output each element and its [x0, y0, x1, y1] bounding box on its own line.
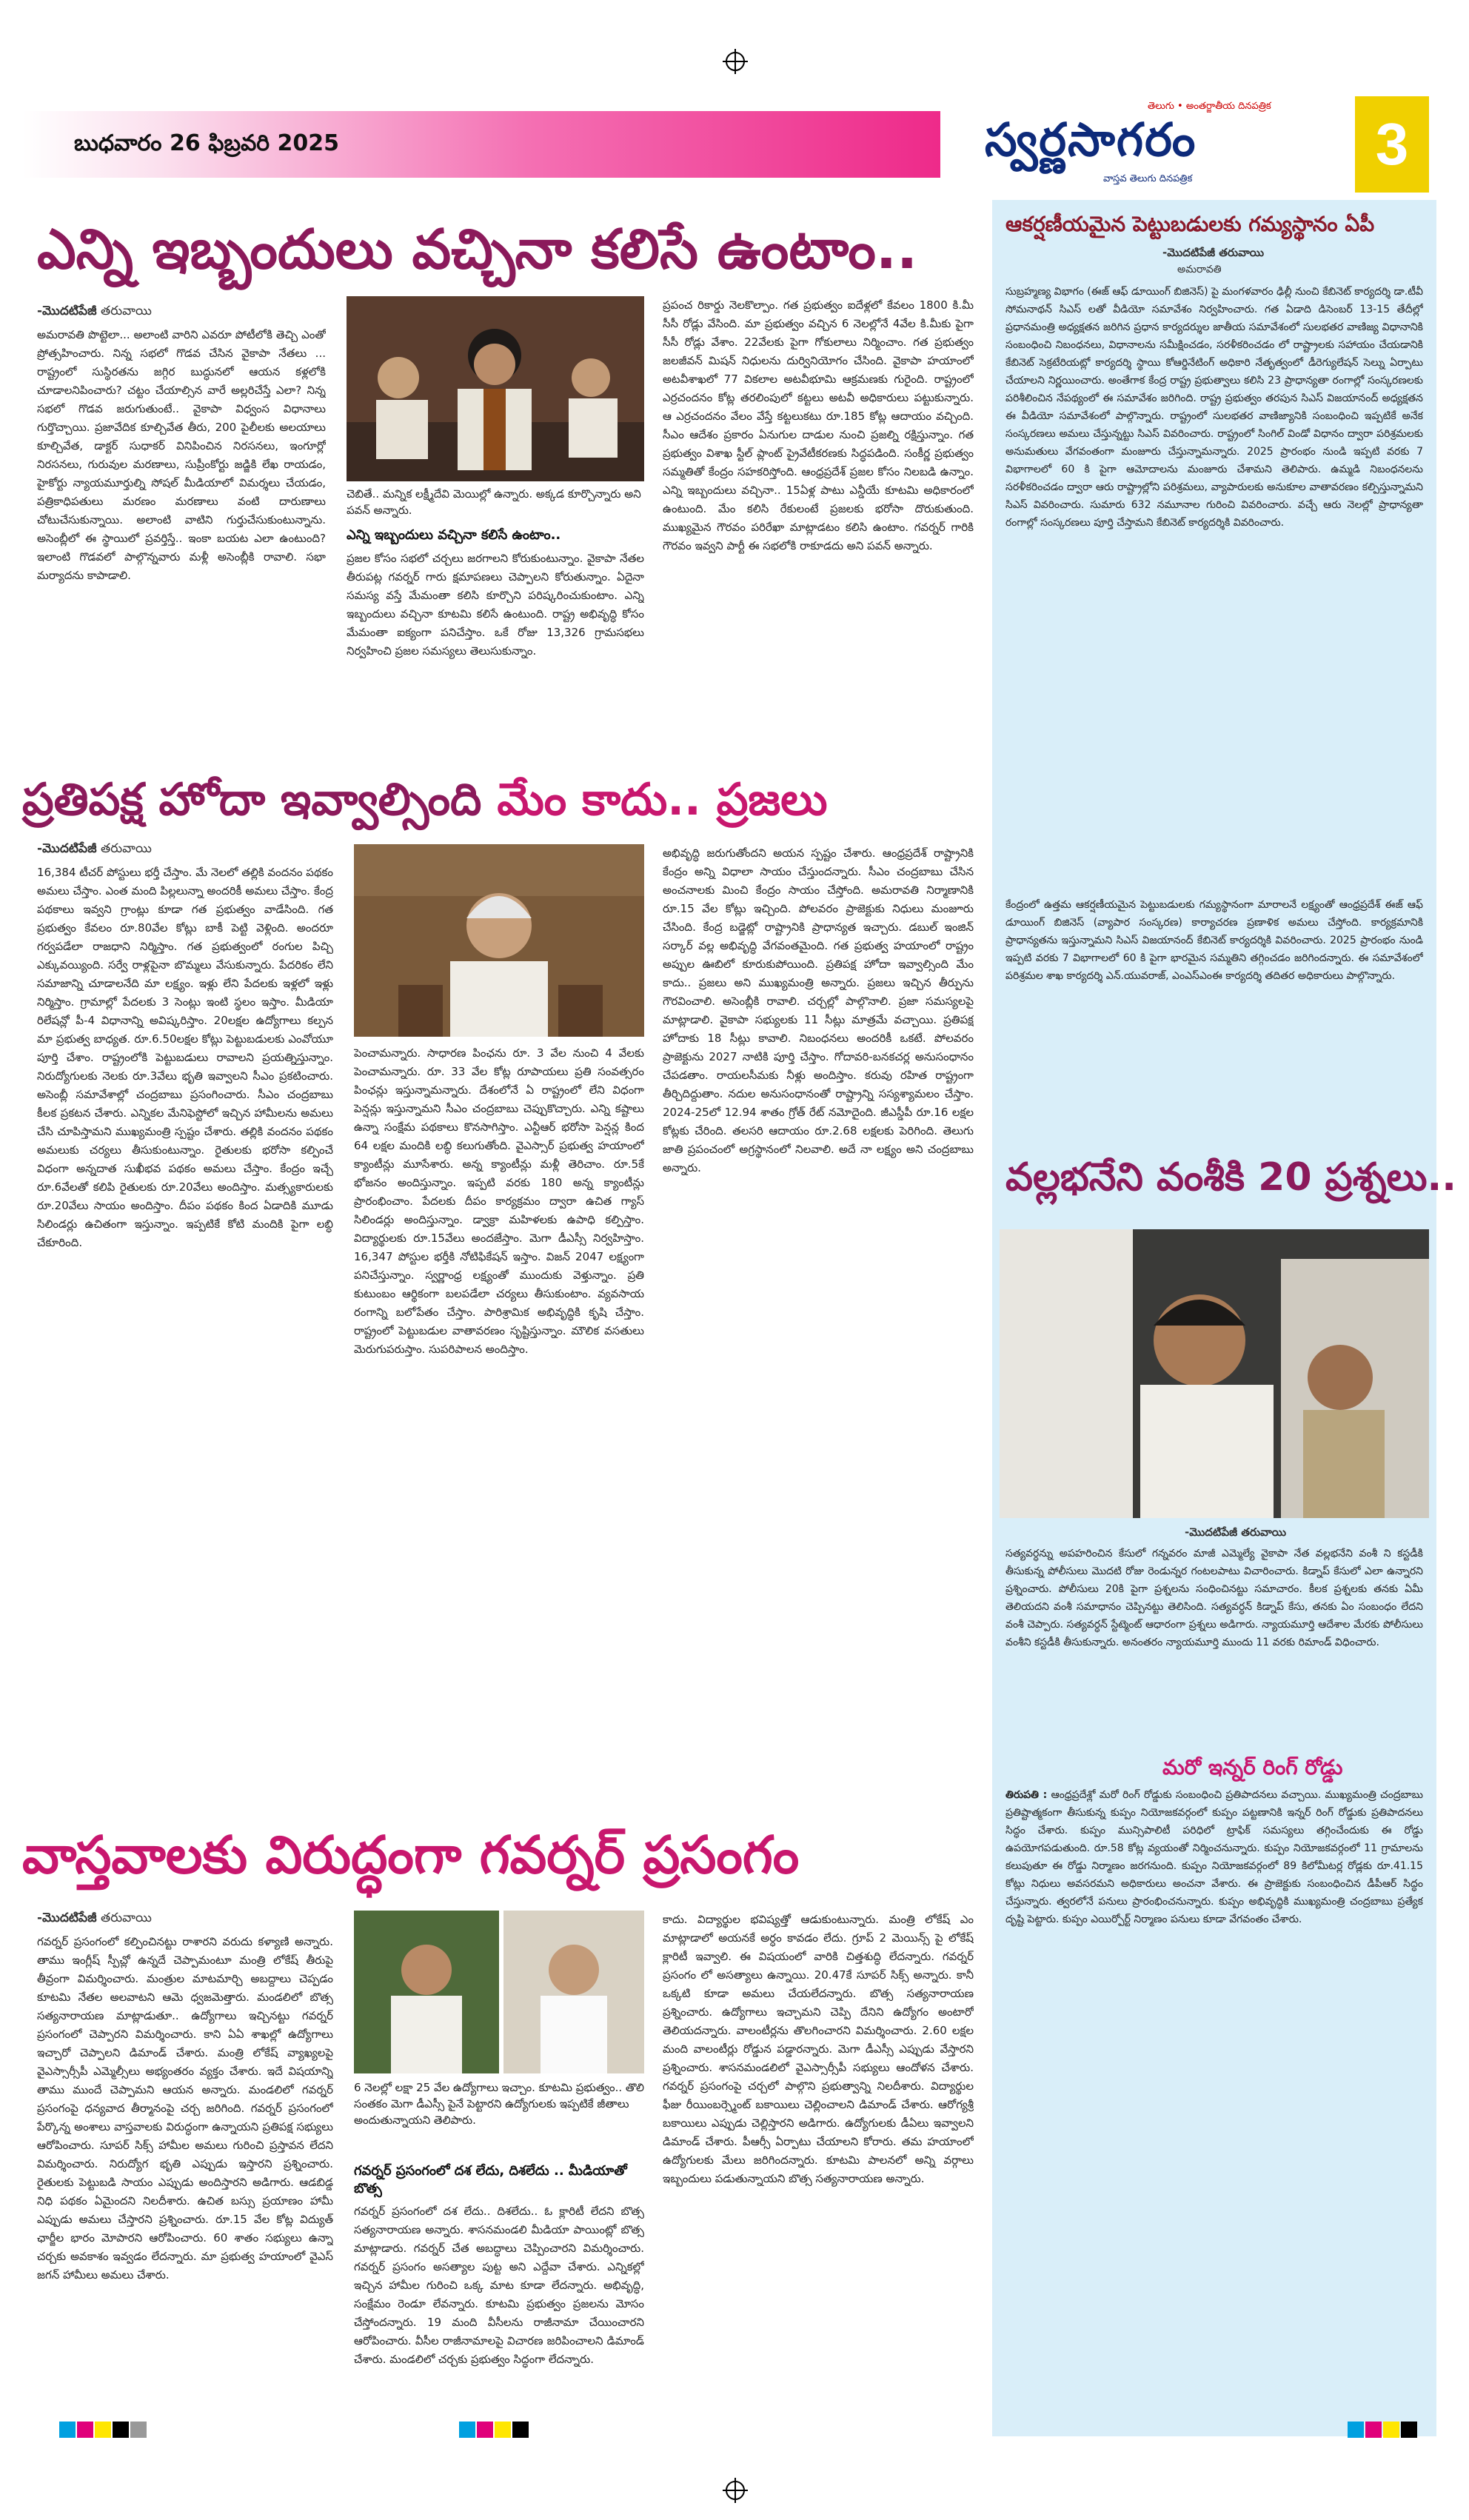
- article2-headline-part1: ప్రతిపక్ష హోదా ఇవ్వాల్సింది: [22, 774, 498, 826]
- swatch-black: [113, 2422, 129, 2438]
- swatch-magenta: [77, 2422, 93, 2438]
- page-header: [22, 96, 1348, 193]
- sidebar-ring-road-place: తిరుపతి :: [1005, 1789, 1048, 1801]
- swatch-cyan: [59, 2422, 76, 2438]
- swatch-gray: [130, 2422, 147, 2438]
- sidebar-place-investment: అమరావతి: [1177, 264, 1222, 275]
- sidebar-byline-investment: -మొదటిపేజీ తరువాయి: [1162, 246, 1265, 259]
- article2-col3: అభివృద్ధి జరుగుతోందని అయన స్పష్టం చేశారు. ఆంధ్రప్రదేశ్ రాష్ట్రానికి కేంద్రం అన్ని విధాలా సాయం చేస్తుందన్నారు. సీఎం చంద్రబాబు చేసిన అంచనాలకు మించి కేంద్రం సాయం చేస్తోంది. అమరావతి నిర్మాణానికి రూ.15 వేల కోట్లు ఇచ్చింది. పోలవరం ప్రాజెక్టుకు నిధులు మంజూరు చేసింది. కేంద్ర బడ్జెట్లో రాష్ట్రానికి ప్రాధాన్యత ఇచ్చారు. డబుల్ ఇంజిన్ సర్కార్ వల్ల అభివృద్ధి వేగవంతమైంది. గత ప్రభుత్వ హయాంలో రాష్ట్రం అప్పుల ఊబిలో కూరుకుపోయింది. ప్రతిపక్ష హోదా ఇవ్వాల్సింది మేం కాదు.. ప్రజలు అని ముఖ్యమంత్రి అన్నారు. ప్రజలు ఇచ్చిన తీర్పును గౌరవించాలి. అసెంబ్లీకి రావాలి. చర్చల్లో పాల్గొనాలి. ప్రజా సమస్యలపై మాట్లాడాలి. వైకాపా సభ్యులకు 11 సీట్లు మాత్రమే వచ్చాయి. ప్రతిపక్ష హోదాకు 18 సీట్లు కావాలి. నిబంధనలు అందరికీ ఒకటే. పోలవరం ప్రాజెక్టును 2027 నాటికి పూర్తి చేస్తాం. గోదావరి-బనకచర్ల అనుసంధానం చేపడతాం. రాయలసీమకు నీళ్లు అందిస్తాం. కరువు రహిత రాష్ట్రంగా తీర్చిదిద్దుతాం. నదుల అనుసంధానంతో రాష్ట్రాన్ని సస్యశ్యామలం చేస్తాం. 2024-25లో 12.94 శాతం గ్రోత్ రేట్ నమోదైంది. జీఎస్డీపీ రూ.16 లక్షల కోట్లకు చేరింది. తలసరి ఆదాయం రూ.2.68 లక్షలకు పెరిగింది. తెలుగు జాతి ప్రపంచంలో అగ్రస్థానంలో నిలవాలి. అదే నా లక్ష్యం అని చంద్రబాబు అన్నారు.: [663, 846, 974, 1174]
- swatch-yellow: [95, 2422, 111, 2438]
- sidebar-vamsi-text: సత్యవర్ధన్ను అపహరించిన కేసులో గన్నవరం మాజీ ఎమ్మెల్యే వైకాపా నేత వల్లభనేని వంశీ ని కస్టడీకి తీసుకున్న పోలీసులు మొదటి రోజు రెండున్నర గంటలపాటు విచారించారు. కిడ్నాప్ కేసులో ఎలా ఉన్నారని ప్రశ్నించారు. పోలీసులు 20కి పైగా ప్రశ్నలను సంధించినట్టు సమాచారం. కీలక ప్రశ్నలకు తనకు ఏమీ తెలియదని వంశీ సమాధానం చెప్పినట్టు తెలిసింది. సత్యవర్ధన్ కిడ్నాప్ కేసు, తనకు ఏం సంబంధం లేదని వంశీ చెప్పారు. సత్యవర్ధన్ స్టేట్మెంట్ ఆధారంగా ప్రశ్నలు అడిగారు. న్యాయమూర్తి ఆదేశాల మేరకు పోలీసులు వంశీని కస్టడీకి తీసుకున్నారు. అనంతరం న్యాయమూర్తి ముందు 11 వరకు రిమాండ్ విధించారు.: [1005, 1548, 1423, 1648]
- article3-col3: కాదు. విద్యార్థుల భవిష్యత్తో ఆడుకుంటున్నారు. మంత్రి లోకేష్ ఎం మాట్లాడాలో అయనకే అర్ధం కావడం లేదు. గ్రూప్ 2 మెయిన్స్ పై లోకేష్ క్లారిటీ ఇవ్వాలి. ఈ విషయంలో వారికి చిత్తశుద్ధి లేదన్నారు. గవర్నర్ ప్రసంగం లో అసత్యాలు ఉన్నాయి. 20.47కే సూపర్ సిక్స్ అన్నారు. కానీ ఒక్కటి కూడా అమలు చేయలేదన్నారు. బొత్స సత్యనారాయణ ప్రశ్నించారు. ఉద్యోగాలు ఇచ్చామని చెప్పి దేనిని ఉద్యోగం అంటారో తెలియదన్నారు. వాలంటీర్లను తొలగించారని విమర్శించారు. 2.60 లక్షల మంది వాలంటీర్లు రోడ్డున పడ్డారన్నారు. మెగా డీఎస్సీ ఎప్పుడు వేస్తారని ప్రశ్నించారు. శాసనమండలిలో వైఎస్సార్సీపీ సభ్యులు ఆందోళన చేశారు. గవర్నర్ ప్రసంగంపై చర్చలో పాల్గొని ప్రభుత్వాన్ని నిలదీశారు. విద్యార్థుల ఫీజు రీయింబర్స్మెంట్ బకాయిలు చెల్లించాలని డిమాండ్ చేశారు. ఆరోగ్యశ్రీ బకాయిలు ఎప్పుడు చెల్లిస్తారని అడిగారు. ఉద్యోగులకు డీఏలు ఇవ్వాలని డిమాండ్ చేశారు. పీఆర్సీ ఏర్పాటు చేయాలని కోరారు. తమ హయాంలో ఉద్యోగులకు మేలు జరిగిందన్నారు. కూటమి పాలనలో అన్ని వర్గాలు ఇబ్బందులు పడుతున్నాయని బొత్స సత్యనారాయణ అన్నారు.: [663, 1913, 974, 2185]
- sidebar-title-investment: ఆకర్షణీయమైన పెట్టుబడులకు గమ్యస్థానం ఏపీ: [1005, 212, 1375, 236]
- article2-photo: [354, 844, 644, 1037]
- article3-byline-place: తరువాయి: [96, 1911, 152, 1925]
- article1-byline-place: తరువాయి: [96, 304, 152, 318]
- article1-subhead: ఎన్ని ఇబ్బందులు వచ్చినా కలిసే ఉంటాం..: [347, 527, 561, 543]
- issue-date: బుధవారం 26 ఫిబ్రవరి 2025: [74, 130, 340, 156]
- sidebar-byline-vamsi: -మొదటిపేజీ తరువాయి: [1185, 1525, 1287, 1539]
- newspaper-logo: [963, 96, 1325, 193]
- logo-tagline: తెలుగు • అంతర్జాతీయ దినపత్రిక: [1148, 101, 1271, 112]
- article2-byline-place: తరువాయి: [96, 841, 152, 856]
- article1-byline-label: -మొదటిపేజీ: [37, 304, 97, 318]
- print-color-bar: [0, 2422, 1469, 2444]
- sidebar-title-vamsi: వల్లభనేని వంశీకి 20 ప్రశ్నలు..: [1005, 1155, 1457, 1200]
- article2-col2: పెంచామన్నారు. సాధారణ పింఛను రూ. 3 వేల నుంచి 4 వేలకు పెంచామన్నారు. రూ. 33 వేల కోట్ల రూపాయలు ప్రతి సంవత్సరం పింఛన్లు ఇస్తున్నామన్నారు. దేశంలోనే ఏ రాష్ట్రంలో లేని విధంగా పెన్షన్లు ఇస్తున్నామని సీఎం చంద్రబాబు చెప్పుకొచ్చారు. ఎన్ని కష్టాలు ఉన్నా సంక్షేమ పథకాలు కొనసాగిస్తాం. ఎన్టీఆర్ భరోసా పెన్షన్ల కింద 64 లక్షల మందికి లబ్ధి కలుగుతోంది. వైఎస్సార్ ప్రభుత్వ హయాంలో క్యాంటీన్లు మూసేశారు. అన్న క్యాంటీన్లు మళ్లీ తెరిచాం. రూ.5కే భోజనం అందిస్తున్నాం. ఇప్పటి వరకు 180 అన్న క్యాంటీన్లు ప్రారంభించాం. పేదలకు దీపం కార్యక్రమం ద్వారా ఉచిత గ్యాస్ సిలిండర్లు అందిస్తున్నాం. డ్వాక్రా మహిళలకు ఉపాధి కల్పిస్తాం. విద్యార్థులకు రూ.15వేలు అందజేస్తాం. మెగా డీఎస్సీ నిర్వహిస్తాం. 16,347 పోస్టుల భర్తీకి నోటిఫికేషన్ ఇస్తాం. విజన్ 2047 లక్ష్యంగా పనిచేస్తున్నాం. స్వర్ణాంధ్ర లక్ష్యంతో ముందుకు వెళ్తున్నాం. ప్రతి కుటుంబం ఆర్థికంగా బలపడేలా చర్యలు తీసుకుంటాం. వ్యవసాయ రంగాన్ని బలోపేతం చేస్తాం. పారిశ్రామిక అభివృద్ధికి కృషి చేస్తాం. రాష్ట్రంలో పెట్టుబడుల వాతావరణం సృష్టిస్తున్నాం. మౌలిక వసతులు మెరుగుపరుస్తాం. సుపరిపాలన అందిస్తాం.: [354, 1046, 644, 1356]
- article2-headline: [22, 774, 828, 826]
- sidebar-ring-road-body: ఆంధ్రప్రదేశ్లో మరో రింగ్ రోడ్డుకు సంబంధించి ప్రతిపాదనలు వచ్చాయి. ముఖ్యమంత్రి చంద్రబాబు ప్రతిష్టాత్మకంగా తీసుకున్న కుప్పం నియోజకవర్గంలో కుప్పం పట్టణానికి ఇన్నర్ రింగ్ రోడ్డుకు ప్రతిపాదనలు సిద్ధం చేశారు. కుప్పం మున్సిపాలిటీ పరిధిలో ట్రాఫిక్ సమస్యలు తగ్గించేందుకు ఈ రోడ్డు ఉపయోగపడుతుంది. రూ.58 కోట్ల వ్యయంతో నిర్మించనున్నారు. కుప్పం నియోజకవర్గంలో 11 గ్రామాలను కలుపుతూ ఈ రోడ్డు నిర్మాణం జరగనుంది. కుప్పం నియోజకవర్గంలో 89 కిలోమీటర్ల రోడ్లకు రూ.41.15 కోట్లు నిధులు అవసరమని అధికారులు అంచనా వేశారు. ఈ ప్రాజెక్టుకు సంబంధించిన డీపీఆర్ సిద్ధం చేస్తున్నారు. త్వరలోనే పనులు ప్రారంభించనున్నారు. కుప్పం అభివృద్ధికి ముఖ్యమంత్రి చంద్రబాబు ప్రత్యేక దృష్టి పెట్టారు. కుప్పం ఎయిర్పోర్ట్ నిర్మాణం పనులు కూడా వేగవంతం చేశారు.: [1005, 1789, 1423, 1925]
- sidebar-ring-road-text: [1005, 1786, 1423, 2423]
- article3-photo-right: [503, 1911, 644, 2073]
- vamsi-photo: [1000, 1229, 1429, 1518]
- swatch-magenta-3: [1365, 2422, 1382, 2438]
- registration-mark-top: [726, 52, 745, 71]
- sidebar-investment-text-2: కేంద్రంలో ఉత్తమ ఆకర్షణీయమైన పెట్టుబడులకు గమ్యస్థానంగా మారాలనే లక్ష్యంతో ఆంధ్రప్రదేశ్ ఈజ్ ఆఫ్ డూయింగ్ బిజినెస్ (వ్యాపార సంస్కరణ) కార్యాచరణ ప్రణాళిక అమలు చేస్తోంది. కార్యక్రమానికి ప్రాధాన్యతను ఇస్తున్నామని సిఎస్ విజయానంద్ కేబినెట్ కార్యదర్శికి వివరించారు. 2025 ప్రారంభం నుండి ఇప్పటి వరకు 7 విభాగాలలో 60 కి పైగా భారమైన సమ్మతిని తగ్గించడం జరిగిందన్నారు. ఈ సమావేశంలో పరిశ్రమల శాఖ కార్యదర్శి ఎన్.యువరాజ్, ఎంఎస్ఎంఈ కార్యదర్శి తదితర అధికారులు పాల్గొన్నారు.: [1005, 899, 1423, 982]
- article3-col1: గవర్నర్ ప్రసంగంలో కల్పించినట్టు రాశారని వరుదు కళ్యాణి అన్నారు. తాము ఇంగ్లీష్ స్పీచ్లో ఉన్నదే చెప్పామంటూ మంత్రి లోకేష్ తీరుపై తీవ్రంగా విమర్శించారు. మంత్రుల మాటమార్చి అబద్దాలు చెప్పడం కూటమి నేతల అలవాటని ఆమె ధ్వజమెత్తారు. మండలిలో బొత్స సత్యనారాయణ మాట్లాడుతూ.. ఉద్యోగాలు ఇచ్చినట్టు గవర్నర్ ప్రసంగంలో చెప్పారని విమర్శించారు. కాని ఏఏ శాఖల్లో ఉద్యోగాలు ఇచ్చారో చెప్పాలని డిమాండ్ చేశారు. మంత్రి లోకేష్ వ్యాఖ్యలపై వైఎస్సార్సీపీ ఎమ్మెల్సీలు అభ్యంతరం వ్యక్తం చేశారు. ఇదే విషయాన్ని తాము ముందే చెప్పామని ఆయన అన్నారు. మండలిలో గవర్నర్ ప్రసంగంపై ధన్యవాద తీర్మానంపై చర్చ జరిగింది. గవర్నర్ ప్రసంగంలో పేర్కొన్న అంశాలు వాస్తవాలకు విరుద్ధంగా ఉన్నాయని ప్రతిపక్ష సభ్యులు ఆరోపించారు. సూపర్ సిక్స్ హామీల అమలు గురించి ప్రస్తావన లేదని విమర్శించారు. నిరుద్యోగ భృతి ఎప్పుడు ఇస్తారని ప్రశ్నించారు. రైతులకు పెట్టుబడి సాయం ఎప్పుడు అందిస్తారని అడిగారు. ఆడబిడ్డ నిధి పథకం ఏమైందని నిలదీశారు. ఉచిత బస్సు ప్రయాణం హామీ ఎప్పుడు అమలు చేస్తారని ప్రశ్నించారు. రూ.15 వేల కోట్ల విద్యుత్ ఛార్జీల భారం మోపారని ఆరోపించారు. 60 శాతం సభ్యులు ఉన్నా చర్చకు అవకాశం ఇవ్వడం లేదన్నారు. మా ప్రభుత్వ హయాంలో వైఎస్ జగన్ హామీలు అమలు చేశారు.: [37, 1935, 333, 2282]
- swatch-black-3: [1401, 2422, 1417, 2438]
- article1-headline: ఎన్ని ఇబ్బందులు వచ్చినా కలిసే ఉంటాం..: [37, 218, 918, 281]
- swatch-cyan-2: [459, 2422, 475, 2438]
- article1-col1: అమరావతి పొట్టెలా... అలాంటి వారిని ఎవరూ పోటీలోకి తెచ్చి ఎంతో ప్రోత్సహించారు. నిన్న సభలో గొడవ చేసిన వైకాపా నేతలు ... రాష్ట్రంలో సుస్థిరతను జగ్గిర బుద్ధునలో ఆయన కళ్లలోకి చూడాలనిపించారు? చట్టం చేయాల్సిన వారే అల్లరిచేస్తే ఎలా? నిన్న సభలో గొడవ జరుగుతుంటే.. వైకాపా విధ్వంస విధానాలు గుర్తొచ్చాయి. ప్రజావేదిక కూల్చివేత తీరు, 200 పైలీలకు అలయాలు కూల్చివేత, డాక్టర్ సుధాకర్ వినిపించిన నిరసనలు, ఇంగూర్లో నిరసనలు, గురువుల మరణాలు, సుప్రీంకోర్టు జడ్జికి లేఖ రాయడం, హైకోర్టు న్యాయమూర్తుల్ని సోషల్ మీడియాలో విమర్శలు చేయడం, పత్రికాధిపతులు మరణం మరణాలు వంటి దారుణాలు చోటుచేసుకున్నాయి. అలాంటి వాటిని గుర్తుచేసుకుంటున్నాను. అసెంబ్లీలో ఈ స్థాయిలో ప్రవర్తిస్తే.. ఇంకా బయట ఎలా ఉంటుంది? ఇలాంటి గొడవలో పాల్గొన్నవారు మళ్లీ అసెంబ్లీకి రావాలి. సభా మర్యాదను కాపాడాలి.: [37, 328, 326, 582]
- article3-subhead: గవర్నర్ ప్రసంగంలో దశ లేదు, దిశలేదు .. మీడియాతో బొత్స: [354, 2163, 627, 2196]
- article2-col1: 16,384 టీచర్ పోస్టులు భర్తీ చేస్తాం. మే నెలలో తల్లికి వందనం పథకం అమలు చేస్తాం. ఎంత మంది పిల్లలున్నా అందరికీ అమలు చేస్తాం. కేంద్ర పథకాలు ఇవ్వని గ్రాంట్లు కూడా గత ప్రభుత్వం వాడేసింది. గత ప్రభుత్వం కేవలం రూ.80వేల కోట్లు బాకీ పెట్టి వెళ్లింది. అందరూ గర్వపడేలా రాజధాని నిర్మిస్తాం. గత ప్రభుత్వంలో రంగుల పిచ్చి ఎక్కువయ్యింది. సర్వే రాళ్లపైనా బొమ్మలు వేసుకున్నారు. పేదరికం లేని సమాజాన్ని చూడాలనేది మా లక్ష్యం. ఇళ్లు లేని పేదలకు ఇళ్లలో ఇళ్లు నిర్మిస్తాం. గ్రామాల్లో పేదలకు 3 సెంట్లు ఇంటి స్థలం ఇస్తాం. మీడియా రిలేషన్లో పీ-4 విధానాన్ని అవిష్కరిస్తాం. 20లక్షల ఉద్యోగాలు కల్పన మా ప్రభుత్వ బాధ్యత. రూ.6.50లక్షల కోట్లు పెట్టుబడులకు ఎంవోయూ పూర్తి చేశాం. రాష్ట్రంలోకి పెట్టుబడులు రావాలని ప్రయత్నిస్తున్నాం. నిరుద్యోగులకు నెలకు రూ.3వేలు భృతి ఇవ్వాలని సీఎం ప్రకటించారు. అసెంబ్లీ సమావేశాల్లో చంద్రబాబు ప్రసంగించారు. సీఎం చంద్రబాబు కీలక ప్రకటన చేశారు. ఎన్నికల మేనిఫెస్టోలో ఇచ్చిన హామీలను అమలు చేసి చూపిస్తామని ముఖ్యమంత్రి స్పష్టం చేశారు. తల్లికి వందనం పథకం అమలుకు చర్యలు తీసుకుంటున్నాం. రైతులకు భరోసా కల్పించే విధంగా అన్నదాత సుఖీభవ పథకం అమలు చేస్తాం. కేంద్రం ఇచ్చే రూ.6వేలతో కలిపి రైతులకు రూ.20వేలు అందిస్తాం. మత్స్యకారులకు రూ.20వేలు సాయం అందిస్తాం. దీపం పథకం కింద ఏడాదికి మూడు సిలిండర్లు ఉచితంగా ఇస్తున్నాం. ఇప్పటికే కోటి మందికి పైగా లబ్ధి చేకూరింది.: [37, 866, 333, 1249]
- swatch-yellow-3: [1383, 2422, 1399, 2438]
- article2-byline-label: -మొదటిపేజీ: [37, 841, 97, 856]
- logo-subtitle: వాస్తవ తెలుగు దినపత్రిక: [1103, 173, 1193, 184]
- page-number: 3: [1355, 96, 1429, 193]
- article3-caption: 6 నెలల్లో లక్షా 25 వేల ఉద్యోగాలు ఇచ్చాం. కూటమి ప్రభుత్వం.. తొలి సంతకం మెగా డీఎస్సీ పైనే పెట్టారని ఉద్యోగులకు ఇప్పటికే జీతాలు అందుతున్నాయని తెలిపారు.: [354, 2081, 644, 2127]
- article1-col3: ప్రపంచ రికార్డు నెలకొల్పాం. గత ప్రభుత్వం ఐదేళ్లలో కేవలం 1800 కి.మీ సీసీ రోడ్లు వేసింది. మా ప్రభుత్వం వచ్చిన 6 నెలల్లోనే 4వేల కి.మీకు పైగా సీసీ రోడ్లు వేశాం. 22వేలకు పైగా గోకులాలు నిర్మించాం. గత ప్రభుత్వం జలజీవన్ మిషన్ నిధులను దుర్వినియోగం చేసింది. వైకాపా హయాంలో అటవీశాఖలో 77 వికలాల అటవీభూమి ఆక్రమణకు గురైంది. రాష్ట్రంలో ఎర్రచందనం కోట్ల తరలింపులో కట్టలు అటవీ అధికారులు పట్టుకున్నారు. ఆ ఎర్రచందనం వేలం వేస్తే కట్టలుకటు రూ.185 కోట్ల ఆదాయం వచ్చింది. సీఎం ఆదేశం ప్రకారం ఏనుగుల దాడుల నుంచి ప్రజల్ని రక్షిస్తున్నాం. గత ప్రభుత్వం విశాఖ స్టీల్ ప్లాంట్ ప్రైవేటీకరణకు సిద్ధపడింది. సంకీర్ణ ప్రభుత్వం సమ్మతితో కేంద్రం సహకరిస్తోంది. ఆంధ్రప్రదేశ్ ప్రజల కోసం నిలబడి ఉన్నాం. ఎన్ని ఇబ్బందులు వచ్చినా.. 15ఏళ్ల పాటు ఎన్డీయే కూటమి అధికారంలో ఉంటుంది. మేం కలిసి రేకులంటే ప్రజలకు భరోసా దొరుకుతుంది. ముఖ్యమైన గౌరవం పరిరేఖా మాట్లాడటం కలిసి ఉంటాం. గవర్నర్ గారికి గౌరవం ఇవ్వని పార్టీ ఈ సభలోకి రాకూడదు అని పవన్ అన్నారు.: [663, 298, 974, 552]
- article3-col2: గవర్నర్ ప్రసంగంలో దశ లేదు.. దిశలేదు.. ఓ క్లారిటీ లేదని బొత్స సత్యనారాయణ అన్నారు. శాసనమండలి మీడియా పాయింట్లో బొత్స మాట్లాడారు. గవర్నర్ చేత అబద్ధాలు చెప్పించారని విమర్శించారు. గవర్నర్ ప్రసంగం అసత్యాల పుట్ట అని ఎద్దేవా చేశారు. ఎన్నికల్లో ఇచ్చిన హామీల గురించి ఒక్క మాట కూడా లేదన్నారు. అభివృద్ధి, సంక్షేమం రెండూ లేవన్నారు. కూటమి ప్రభుత్వం ప్రజలను మోసం చేస్తోందన్నారు. 19 మంది వీసీలను రాజీనామా చేయించారని ఆరోపించారు. వీసీల రాజీనామాలపై విచారణ జరిపించాలని డిమాండ్ చేశారు. మండలిలో చర్చకు ప్రభుత్వం సిద్ధంగా లేదన్నారు.: [354, 2205, 644, 2366]
- swatch-black-2: [512, 2422, 529, 2438]
- article3-byline-label: -మొదటిపేజీ: [37, 1911, 97, 1925]
- right-sidebar: [992, 200, 1457, 2436]
- article2-headline-part2: మేం కాదు.. ప్రజలు: [497, 774, 828, 826]
- article3-headline: వాస్తవాలకు విరుద్ధంగా గవర్నర్ ప్రసంగం: [22, 1825, 800, 1885]
- logo-name: స్వర్ణసాగరం: [985, 113, 1197, 167]
- registration-mark-bottom: [726, 2481, 745, 2500]
- date-bar: [22, 111, 940, 178]
- article2-byline: [37, 841, 152, 859]
- article3-photo-left: [354, 1911, 499, 2073]
- swatch-magenta-2: [477, 2422, 493, 2438]
- swatch-cyan-3: [1348, 2422, 1364, 2438]
- sidebar-title-ring-road: మరో ఇన్నర్ రింగ్ రోడ్డు: [1162, 1755, 1343, 1779]
- article1-photo: [347, 296, 644, 481]
- article1-caption: చెబితే.. మన్నిక లక్ష్మీదేవి మెయిల్లో ఉన్నారు. అక్కడ కూర్చొన్నారు అని పవన్ అన్నారు.: [347, 487, 641, 517]
- article3-byline: [37, 1911, 152, 1928]
- article1-col2: ప్రజల కోసం సభలో చర్చలు జరగాలని కోరుకుంటున్నాం. వైకాపా నేతల తీరుపట్ల గవర్నర్ గారు క్షమాపణలు చెప్పాలని కోరుతున్నాం. ఏదైనా సమస్య వస్తే మేమంతా కలిసి కూర్చొని పరిష్కరించుకుంటాం. ఎన్ని ఇబ్బందులు వచ్చినా కూటమి కలిసే ఉంటుంది. రాష్ట్ర అభివృద్ధి కోసం మేమంతా ఐక్యంగా పనిచేస్తాం. ఒకే రోజు 13,326 గ్రామసభలు నిర్వహించి ప్రజల సమస్యలు తెలుసుకున్నాం.: [347, 552, 644, 658]
- sidebar-investment-text: సుబ్రహ్మణ్య విభాగం (ఈజ్ ఆఫ్ డూయింగ్ బిజినెస్) పై మంగళవారం ఢిల్లీ నుంచి కేబినెట్ కార్యదర్శి డా.టీవీ సోమనాథన్ సిఎస్ లతో వీడియో సమావేశం నిర్వహించారు. గత ఏడాది డిసెంబర్ 13-15 తేదీల్లో ప్రధానమంత్రి అధ్యక్షతన జరిగిన ప్రధాన కార్యదర్శుల జాతీయ సమావేశంలో సులభతర వాణిజ్య విధానానికి సంబంధించి నిబంధనలు, విధానాలను సమీక్షించడం, సరళీకరించడం లో రాష్ట్రాలకు సహాయం చేయడానికి కేబినెట్ సెక్రటేరియట్లో కార్యదర్శి స్థాయి కోఆర్డినేటింగ్ అధికారి నేతృత్వంలో డీరెగ్యులేషన్ సెల్ను ఏర్పాటు చేయాలని నిర్ణయించారు. అంతేగాక కేంద్ర రాష్ట్ర ప్రభుత్వాలు కలిసి 23 ప్రాధాన్యతా రంగాల్లో సంస్కరణలకు పరిశీలించిన నేపథ్యంలో ఈ సమావేశం జరిగింది. రాష్ట్ర ప్రభుత్వం తరపున సిఎస్ విజయానంద్ అధ్యక్షతన ఈ వీడియో సమావేశంలో పాల్గొన్నారు. రాష్ట్రంలో సులభతర వాణిజ్యానికి సంబంధించి ఇప్పటికే అనేక సంస్కరణలు అమలు చేస్తున్నట్టు సిఎస్ వివరించారు. రాష్ట్రంలో సింగిల్ విండో విధానం ద్వారా పరిశ్రమలకు అనుమతులు వేగవంతంగా మంజూరు చేస్తున్నామన్నారు. 2025 ప్రారంభం నుండి ఇప్పటి వరకు 7 విభాగాలలో 60 కి పైగా ఆమోదాలను మంజూరు చేశామని తెలిపారు. ఉమ్మడి నిబంధనలను సరళీకరించడం ద్వారా ఆరు రాష్ట్రాల్లోని పరిశ్రమలు, వ్యాపారులకు అనుకూల వాతావరణం కల్పిస్తున్నామని సిఎస్ వివరించారు. సుమారు 632 నమూనాల గురించి వివరించారు. వచ్చే ఆరు నెలల్లో ప్రాధాన్యతా రంగాల్లో సంస్కరణలు పూర్తి చేస్తామని కేబినెట్ కార్యదర్శికి వివరించారు.: [1005, 286, 1423, 529]
- swatch-yellow-2: [495, 2422, 511, 2438]
- article1-byline: [37, 304, 152, 321]
